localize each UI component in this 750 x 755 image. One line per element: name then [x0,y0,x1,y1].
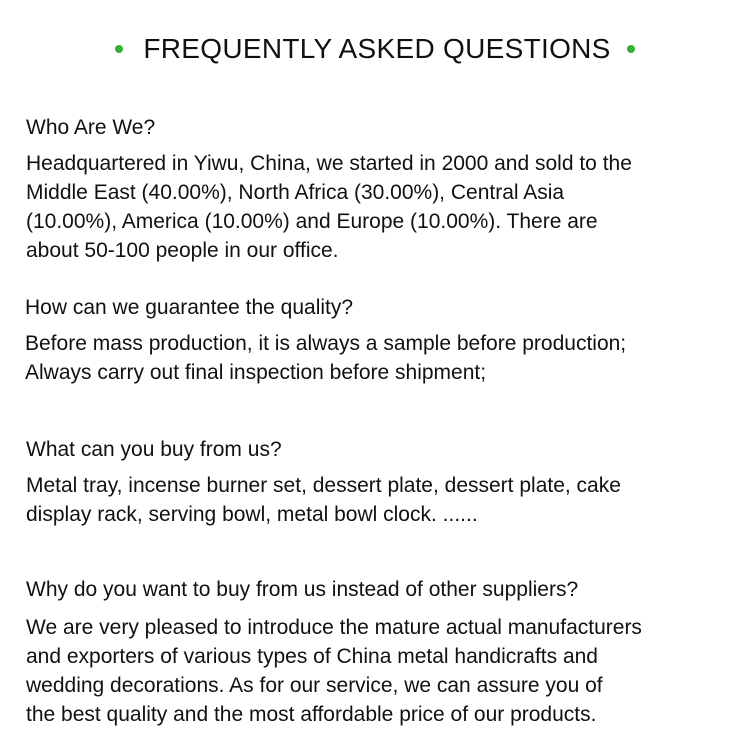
faq-item-who-are-we [26,114,741,265]
faq-item-quality [25,294,740,387]
faq-item-why-us [26,576,741,729]
answer-line: Always carry out final inspection before shipment; [25,361,487,384]
answer-line: Headquartered in Yiwu, China, we started in 2000 and sold to the [26,152,632,175]
answer-line: about 50-100 people in our office. [26,239,339,262]
faq-answer [26,471,741,529]
answer-line: Before mass production, it is always a sample before production; [25,332,627,355]
faq-question: How can we guarantee the quality? [25,296,354,319]
green-bullet-icon [115,45,123,53]
page-title: FREQUENTLY ASKED QUESTIONS [143,33,611,64]
answer-line: We are very pleased to introduce the mature actual manufacturers [26,616,642,639]
faq-answer [25,329,740,387]
faq-question: Why do you want to buy from us instead of other suppliers? [26,578,579,601]
faq-answer [26,613,741,729]
faq-question: What can you buy from us? [26,438,282,461]
faq-answer [26,149,741,265]
answer-line: Metal tray, incense burner set, dessert plate, dessert plate, cake [26,474,621,497]
answer-line: and exporters of various types of China metal handicrafts and [26,645,598,668]
answer-line: (10.00%), America (10.00%) and Europe (10.00%). There are [26,210,598,233]
answer-line: display rack, serving bowl, metal bowl clock. ...... [26,503,478,526]
green-bullet-icon [627,45,635,53]
faq-item-products [26,436,741,529]
answer-line: wedding decorations. As for our service, we can assure you of [26,674,603,697]
faq-header [0,31,750,67]
answer-line: the best quality and the most affordable price of our products. [26,703,597,726]
faq-question: Who Are We? [26,116,156,139]
answer-line: Middle East (40.00%), North Africa (30.00%), Central Asia [26,181,565,204]
